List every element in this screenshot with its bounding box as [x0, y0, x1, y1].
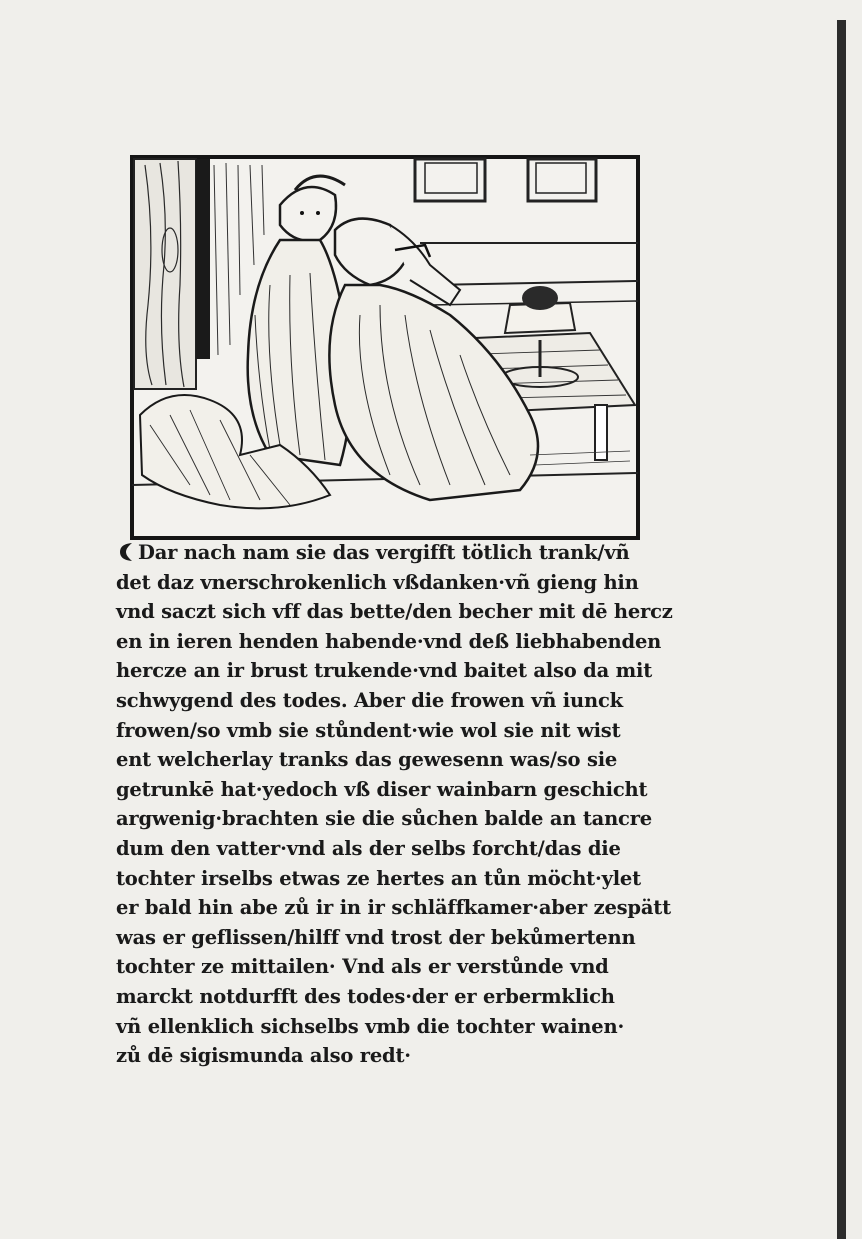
- text-line-4: en in ieren henden habende·vnd deß liebhabenden: [116, 629, 662, 653]
- text-line-10: argwenig·brachten sie die sůchen balde an tancre: [116, 807, 653, 831]
- text-line: [116, 538, 686, 568]
- text-line-8: ent welcherlay tranks das gewesenn was/so sie: [116, 748, 618, 772]
- pilcrow-icon: [116, 541, 138, 563]
- woodcut-illustration: [130, 155, 640, 540]
- text-line-2: det daz vnerschrokenlich vßdanken·vñ gieng hin: [116, 570, 639, 594]
- text-line-1: Dar nach nam sie das vergifft tötlich trank/vñ: [138, 541, 630, 564]
- text-line-17: vñ ellenklich sichselbs vmb die tochter wainen·: [116, 1014, 625, 1038]
- text-line-7: frowen/so vmb sie stůndent·wie wol sie nit wist: [116, 718, 621, 742]
- text-line-5: hercze an ir brust trukende·vnd baitet also da mit: [116, 659, 653, 683]
- text-line-6: schwygend des todes. Aber die frowen vñ iunck: [116, 688, 623, 712]
- text-line-14: was er geflissen/hilff vnd trost der bekůmertenn: [116, 925, 636, 949]
- text-line-3: vnd saczt sich vff das bette/den becher mit dē hercz: [116, 600, 673, 624]
- body-text: [116, 538, 686, 1071]
- text-line-12: tochter irselbs etwas ze hertes an tůn möcht·ylet: [116, 866, 641, 890]
- text-line-18: zů dē sigismunda also redt·: [116, 1044, 411, 1068]
- binding-shadow: [837, 20, 846, 1239]
- text-line-15: tochter ze mittailen· Vnd als er verstůnde vnd: [116, 955, 609, 979]
- text-line-16: marckt notdurfft des todes·der er erbermklich: [116, 984, 615, 1008]
- text-line-11: dum den vatter·vnd als der selbs forcht/das die: [116, 836, 621, 860]
- text-line-13: er bald hin abe zů ir in ir schläffkamer·aber zespätt: [116, 896, 671, 920]
- woodcut-illustration-icon: [130, 155, 640, 540]
- text-line-9: getrunkē hat·yedoch vß diser wainbarn geschicht: [116, 777, 648, 801]
